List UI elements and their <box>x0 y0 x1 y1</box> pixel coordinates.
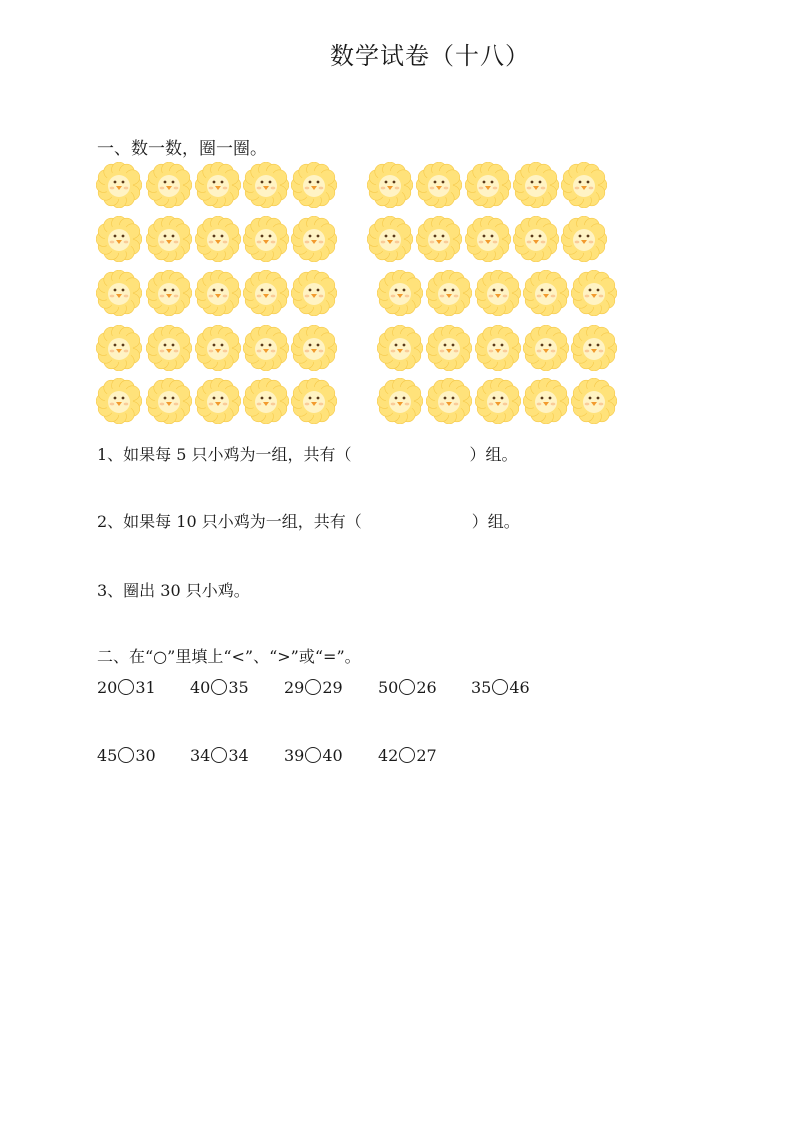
chick-sun-icon <box>465 216 511 262</box>
right-number: 46 <box>509 678 530 697</box>
chick-sun-icon <box>243 378 289 424</box>
chick-sun-icon <box>513 162 559 208</box>
question-3: 3、圈出 30 只小鸡。 <box>97 581 250 600</box>
question-2-suffix: ）组。 <box>471 512 520 531</box>
chick-sun-icon <box>367 216 413 262</box>
chick-sun-icon <box>416 216 462 262</box>
right-number: 29 <box>322 678 343 697</box>
comparison-item <box>471 678 530 697</box>
right-number: 40 <box>322 746 343 765</box>
chick-sun-icon <box>146 378 192 424</box>
question-2 <box>97 509 520 532</box>
comparison-item <box>378 678 437 697</box>
chick-sun-icon <box>377 378 423 424</box>
chick-sun-icon <box>475 270 521 316</box>
chick-sun-icon <box>243 325 289 371</box>
chick-sun-icon <box>571 378 617 424</box>
left-number: 34 <box>190 746 211 765</box>
chick-sun-icon <box>243 162 289 208</box>
answer-circle[interactable] <box>118 747 134 763</box>
answer-circle[interactable] <box>211 679 227 695</box>
right-number: 35 <box>228 678 249 697</box>
chick-sun-icon <box>195 216 241 262</box>
left-number: 39 <box>284 746 305 765</box>
comparison-item <box>284 746 343 765</box>
chick-sun-icon <box>426 378 472 424</box>
comparison-item <box>378 746 437 765</box>
left-number: 45 <box>97 746 118 765</box>
chick-sun-icon <box>146 270 192 316</box>
chick-sun-icon <box>96 216 142 262</box>
answer-circle[interactable] <box>399 679 415 695</box>
chick-sun-icon <box>291 216 337 262</box>
chick-sun-icon <box>146 162 192 208</box>
answer-circle[interactable] <box>305 679 321 695</box>
chick-sun-icon <box>465 162 511 208</box>
question-2-text: 2、如果每 10 只小鸡为一组，共有（ <box>97 512 362 531</box>
chick-sun-icon <box>561 162 607 208</box>
chick-sun-icon <box>291 325 337 371</box>
chick-sun-icon <box>426 270 472 316</box>
left-number: 50 <box>378 678 399 697</box>
chick-sun-icon <box>195 270 241 316</box>
right-number: 34 <box>228 746 249 765</box>
chick-sun-icon <box>291 162 337 208</box>
chick-sun-icon <box>146 216 192 262</box>
chick-sun-icon <box>416 162 462 208</box>
right-number: 30 <box>135 746 156 765</box>
chick-sun-icon <box>523 270 569 316</box>
chick-sun-icon <box>475 378 521 424</box>
chick-sun-icon <box>96 378 142 424</box>
chick-sun-icon <box>96 162 142 208</box>
chick-sun-icon <box>195 378 241 424</box>
chick-sun-icon <box>243 216 289 262</box>
chick-sun-icon <box>367 162 413 208</box>
left-number: 35 <box>471 678 492 697</box>
chick-sun-icon <box>426 325 472 371</box>
left-number: 29 <box>284 678 305 697</box>
page-title: 数学试卷（十八） <box>330 42 530 70</box>
chick-sun-icon <box>243 270 289 316</box>
chick-sun-icon <box>377 325 423 371</box>
section1-heading: 一、数一数，圈一圈。 <box>97 139 267 159</box>
chick-sun-icon <box>523 325 569 371</box>
answer-circle[interactable] <box>305 747 321 763</box>
chick-sun-icon <box>195 162 241 208</box>
chick-sun-icon <box>146 325 192 371</box>
chick-sun-icon <box>377 270 423 316</box>
chick-sun-icon <box>96 325 142 371</box>
answer-circle[interactable] <box>399 747 415 763</box>
answer-circle[interactable] <box>118 679 134 695</box>
comparison-item <box>190 678 249 697</box>
chick-sun-icon <box>96 270 142 316</box>
left-number: 40 <box>190 678 211 697</box>
left-number: 42 <box>378 746 399 765</box>
comparison-item <box>284 678 343 697</box>
question-1-text: 1、如果每 5 只小鸡为一组，共有（ <box>97 445 352 464</box>
chick-sun-icon <box>475 325 521 371</box>
comparison-item <box>97 678 156 697</box>
comparison-item <box>97 746 156 765</box>
chick-sun-icon <box>291 270 337 316</box>
answer-circle[interactable] <box>211 747 227 763</box>
section2-heading: 二、在“○”里填上“<”、“>”或“=”。 <box>97 647 361 666</box>
comparison-item <box>190 746 249 765</box>
answer-circle[interactable] <box>492 679 508 695</box>
chick-sun-icon <box>291 378 337 424</box>
question-1-suffix: ）组。 <box>469 445 518 464</box>
question-1 <box>97 442 518 465</box>
right-number: 26 <box>416 678 437 697</box>
chick-sun-icon <box>571 325 617 371</box>
right-number: 27 <box>416 746 437 765</box>
chick-sun-icon <box>195 325 241 371</box>
chick-sun-icon <box>561 216 607 262</box>
left-number: 20 <box>97 678 118 697</box>
right-number: 31 <box>135 678 156 697</box>
chick-sun-icon <box>571 270 617 316</box>
chick-sun-icon <box>523 378 569 424</box>
chick-sun-icon <box>513 216 559 262</box>
